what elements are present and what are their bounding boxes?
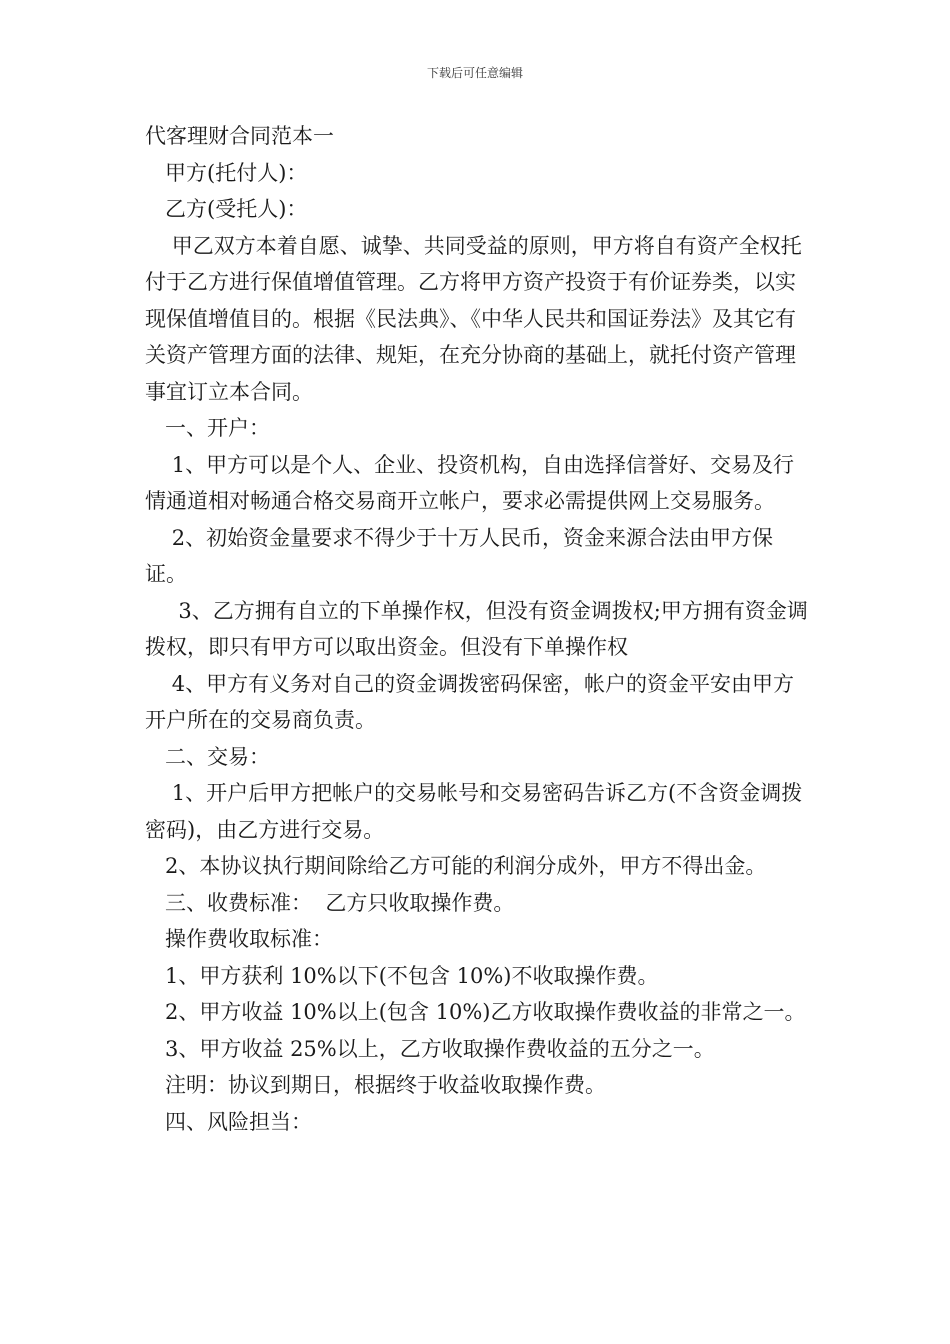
page-header: 下载后可任意编辑: [426, 66, 523, 80]
preamble-paragraph: 甲乙双方本着自愿、诚挚、共同受益的原则，甲方将自有资产全权托付于乙方进行保值增值管理。乙方将甲方资产投资于有价证券类，以实现保值增值目的。根据《民法典》、《中华人民共和国证券法》及其它有关资产管理方面的法律、规矩，在充分协商的基础上，就托付资产管理事宜订立本合同。: [145, 233, 802, 404]
clause-paragraph: 4、甲方有义务对自己的资金调拨密码保密，帐户的资金平安由甲方开户所在的交易商负责。: [145, 671, 795, 732]
document-title: 代客理财合同范本一: [145, 124, 334, 148]
note-paragraph: 注明：协议到期日，根据终于收益收取操作费。: [145, 1073, 607, 1097]
section-heading: 一、开户：: [145, 416, 271, 440]
section-heading: 二、交易：: [145, 744, 271, 769]
clause-paragraph: 2、本协议执行期间除给乙方可能的利润分成外，甲方不得出金。: [145, 854, 767, 878]
party-b-line: 乙方(受托人)：: [145, 197, 308, 221]
clause-paragraph: 操作费收取标准：: [145, 927, 334, 951]
clause-paragraph: 1、开户后甲方把帐户的交易帐号和交易密码告诉乙方(不含资金调拨密码)，由乙方进行交易。: [145, 781, 803, 842]
clause-paragraph: 1、甲方获利 10%以下(不包含 10%)不收取操作费。: [145, 963, 659, 988]
section-heading: 四、风险担当：: [145, 1109, 313, 1134]
party-a-line: 甲方(托付人)：: [145, 160, 308, 185]
document-body: [145, 118, 810, 1140]
clause-paragraph: 2、甲方收益 10%以上(包含 10%)乙方收取操作费收益的非常之一。: [145, 1000, 806, 1024]
clause-paragraph: 3、乙方拥有自立的下单操作权，但没有资金调拨权;甲方拥有资金调拨权，即只有甲方可以取出资金。但没有下单操作权: [145, 598, 808, 659]
clause-paragraph: 3、甲方收益 25%以上，乙方收取操作费收益的五分之一。: [145, 1036, 715, 1061]
clause-paragraph: 1、甲方可以是个人、企业、投资机构，自由选择信誉好、交易及行情通道相对畅通合格交易商开立帐户，要求必需提供网上交易服务。: [145, 452, 795, 513]
section-heading: 三、收费标准： 乙方只收取操作费。: [145, 890, 515, 915]
clause-paragraph: 2、初始资金量要求不得少于十万人民币，资金来源合法由甲方保证。: [145, 525, 774, 586]
